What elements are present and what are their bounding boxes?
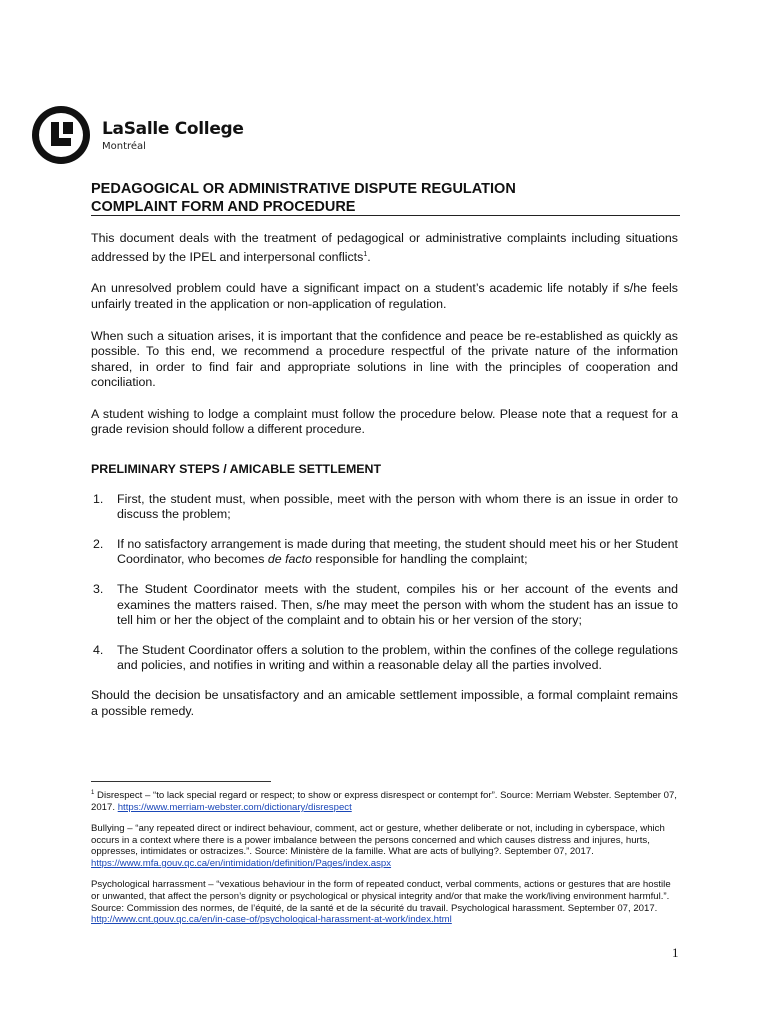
step-number: 1.: [93, 491, 104, 506]
document-title: [91, 180, 680, 216]
list-item: [91, 492, 678, 523]
footnote-ref-1[interactable]: 1: [363, 250, 368, 258]
footnote-marker: 1: [91, 790, 95, 796]
footnote-1-link[interactable]: https://www.merriam-webster.com/dictionary/disrespect: [117, 801, 352, 813]
intro-paragraph-3: When such a situation arises, it is important that the confidence and peace be re-established as quickly as possible. To this end, we recommend a procedure respectful of the private nature of the information shared, in order to find fair and appropriate solutions in line with the principles of cooperation and conciliation.: [91, 328, 678, 390]
section-heading: PRELIMINARY STEPS / AMICABLE SETTLEMENT: [91, 462, 382, 477]
step-text-emphasis: de facto: [267, 552, 312, 567]
intro-paragraph-2: An unresolved problem could have a significant impact on a student’s academic life notably if s/he feels unfairly treated in the application or non-application of regulation.: [91, 281, 678, 311]
footnote-3-link[interactable]: http://www.cnt.gouv.qc.ca/en/in-case-of/psychological-harassment-at-work/index.html: [91, 914, 452, 926]
step-text: The Student Coordinator meets with the student, compiles his or her account of the events and examines the matters raised. Then, s/he may meet the person with whom the student has an issue to tell him or her the object of the complaint and to obtain his or her version of the story;: [117, 582, 678, 628]
lasalle-logo-icon: [30, 104, 92, 166]
logo-name: LaSalle College: [102, 118, 244, 139]
step-text: The Student Coordinator offers a solution to the problem, within the confines of the college regulations and policies, and notifies in writing and within a reasonable delay all the parties involved.: [117, 642, 678, 673]
step-number: 4.: [93, 642, 104, 657]
college-logo: [30, 104, 244, 166]
page-number: 1: [672, 945, 679, 960]
footnote-divider: [91, 781, 271, 782]
footnotes: [91, 788, 681, 935]
intro-p1-text: This document deals with the treatment of pedagogical or administrative complaints including situations addressed by the IPEL and interpersonal conflicts: [91, 231, 678, 264]
logo-city: Montréal: [102, 140, 146, 152]
footnote-3-text: Psychological harrassment – “vexatious behaviour in the form of repeated conduct, verbal comments, actions or gestures that are hostile or unwanted, that affect the person’s dignity or psychological or physical integrity and/or that make the work/living environment harmful.”. Source: Commission des normes, de l’équité, de la santé et de la sécurité du travail. Psychological harassment. September 07, 2017.: [91, 878, 671, 914]
step-text: First, the student must, when possible, meet with the person with whom there is an issue in order to discuss the problem;: [117, 491, 678, 522]
title-divider: [91, 215, 680, 216]
step-text: responsible for handling the complaint;: [311, 552, 528, 567]
footnote-2-link[interactable]: https://www.mfa.gouv.qc.ca/en/intimidation/definition/Pages/index.aspx: [91, 858, 392, 870]
list-item: [91, 537, 678, 568]
intro-paragraph-4: A student wishing to lodge a complaint must follow the procedure below. Please note that a request for a grade revision should follow a different procedure.: [91, 406, 678, 437]
list-item: [91, 643, 678, 674]
title-line-2: COMPLAINT FORM AND PROCEDURE: [91, 199, 356, 215]
intro-paragraph-1: [91, 231, 678, 265]
step-number: 2.: [93, 536, 104, 551]
closing-paragraph: Should the decision be unsatisfactory and an amicable settlement impossible, a formal complaint remains a possible remedy.: [91, 688, 678, 718]
steps-list: [91, 492, 678, 674]
footnote-2: [91, 823, 681, 870]
document-body: [91, 231, 678, 735]
step-number: 3.: [93, 582, 104, 597]
footnote-1: [91, 788, 681, 814]
intro-p1-end: .: [367, 249, 371, 264]
title-line-1: PEDAGOGICAL OR ADMINISTRATIVE DISPUTE REGULATION: [91, 181, 516, 197]
list-item: [91, 582, 678, 629]
footnote-3: [91, 879, 681, 926]
footnote-1-text: Disrespect – “to lack special regard or respect; to show or express disrespect or contempt for”. Source: Merriam Webster. September 07, 2017.: [91, 790, 677, 813]
step-text: If no satisfactory arrangement is made during that meeting, the student should meet his or her Student Coordinator, who becomes: [117, 536, 678, 567]
footnote-2-text: Bullying – “any repeated direct or indirect behaviour, comment, act or gesture, whether deliberate or not, including in cyberspace, which occurs in a context where there is a power imbalance between the persons concerned and which causes distress and injures, hurts, oppresses, intimidates or ostracizes.”. Source: Ministère de la famille. What are acts of bullying?. September 07, 2017.: [91, 822, 665, 858]
